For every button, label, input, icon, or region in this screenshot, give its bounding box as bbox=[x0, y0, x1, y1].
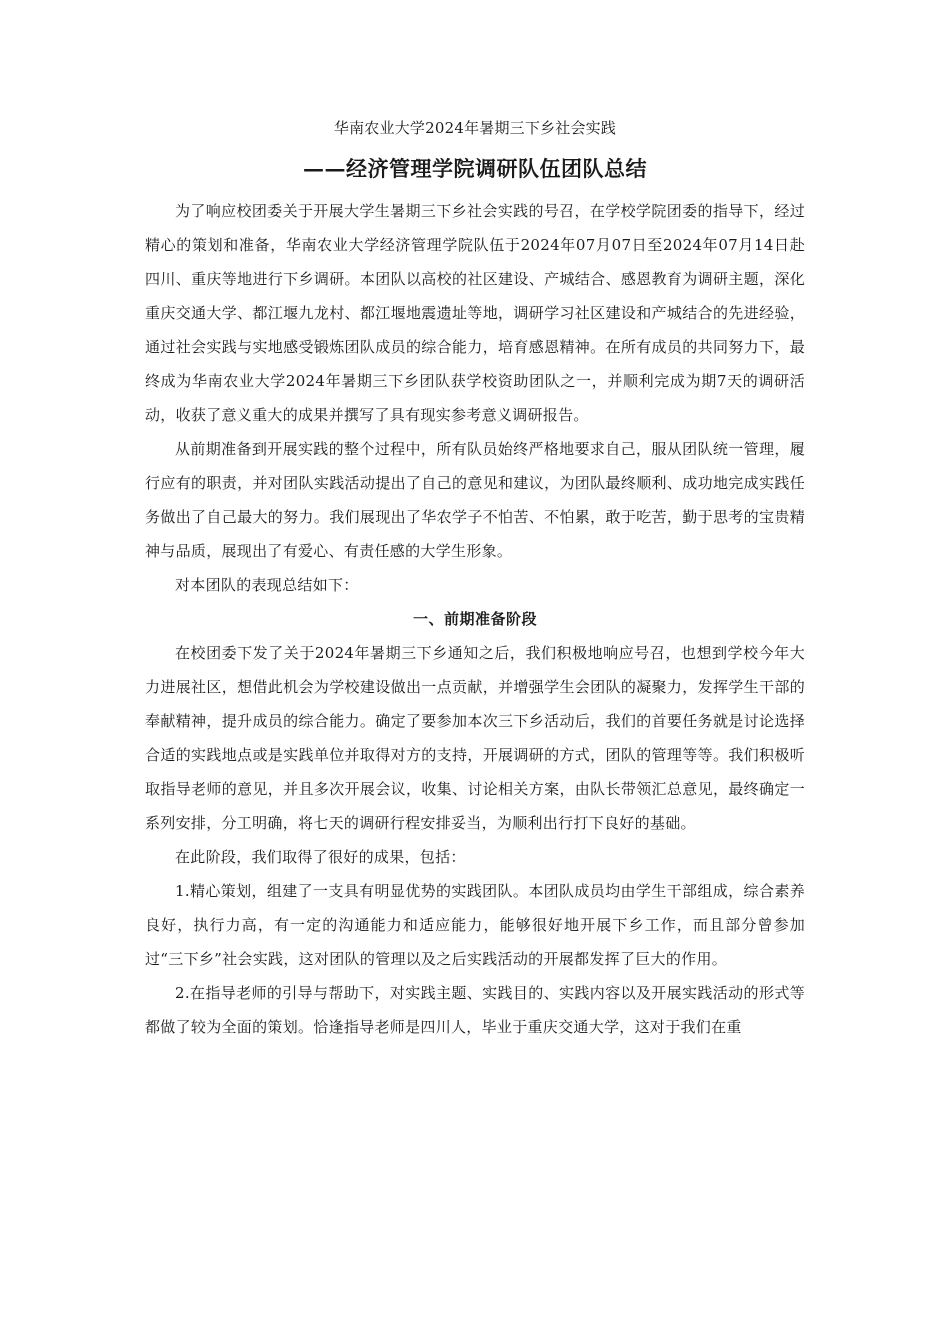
document-title: ——经济管理学院调研队伍团队总结 bbox=[303, 156, 647, 181]
intro-paragraph: 对本团队的表现总结如下： bbox=[175, 576, 359, 594]
intro-paragraph: 为了响应校团委关于开展大学生暑期三下乡社会实践的号召，在学校学院团委的指导下，经过精心的策划和准备，华南农业大学经济管理学院队伍于2024年07月07日至2024年07月14日赴四川、重庆等地进行下乡调研。本团队以高校的社区建设、产城结合、感恩教育为调研主题，深化重庆交通大学、都江堰九龙村、都江堰地震遗址等地，调研学习社区建设和产城结合的先进经验，通过社会实践与实地感受锻炼团队成员的综合能力，培育感恩精神。在所有成员的共同努力下，最终成为华南农业大学2024年暑期三下乡团队获学校资助团队之一，并顺利完成为期7天的调研活动，收获了意义重大的成果并撰写了具有现实参考意义调研报告。 bbox=[145, 202, 805, 424]
section-paragraph: 在校团委下发了关于2024年暑期三下乡通知之后，我们积极地响应号召，也想到学校今年大力进展社区，想借此机会为学校建设做出一点贡献，并增强学生会团队的凝聚力，发挥学生干部的奉献精神，提升成员的综合能力。确定了要参加本次三下乡活动后，我们的首要任务就是讨论选择合适的实践地点或是实践单位并取得对方的支持，开展调研的方式，团队的管理等等。我们积极听取指导老师的意见，并且多次开展会议，收集、讨论相关方案，由队长带领汇总意见，最终确定一系列安排，分工明确，将七天的调研行程安排妥当，为顺利出行打下良好的基础。 bbox=[145, 644, 805, 832]
intro-paragraph: 从前期准备到开展实践的整个过程中，所有队员始终严格地要求自己，服从团队统一管理，履行应有的职责，并对团队实践活动提出了自己的意见和建议，为团队最终顺利、成功地完成实践任务做出了自己最大的努力。我们展现出了华农学子不怕苦、不怕累，敢于吃苦，勤于思考的宝贵精神与品质，展现出了有爱心、有责任感的大学生形象。 bbox=[145, 440, 805, 560]
section-paragraph: 2.在指导老师的引导与帮助下，对实践主题、实践目的、实践内容以及开展实践活动的形式等都做了较为全面的策划。恰逢指导老师是四川人，毕业于重庆交通大学，这对于我们在重 bbox=[145, 984, 805, 1036]
section-paragraph: 在此阶段，我们取得了很好的成果，包括： bbox=[175, 848, 466, 866]
section-heading: 一、前期准备阶段 bbox=[412, 610, 537, 628]
document-page bbox=[145, 118, 805, 1044]
section-paragraph: 1.精心策划，组建了一支具有明显优势的实践团队。本团队成员均由学生干部组成，综合素养良好，执行力高，有一定的沟通能力和适应能力，能够很好地开展下乡工作，而且部分曾参加过“三下乡”社会实践，这对团队的管理以及之后实践活动的开展都发挥了巨大的作用。 bbox=[145, 882, 805, 968]
document-subtitle: 华南农业大学2024年暑期三下乡社会实践 bbox=[333, 119, 617, 137]
